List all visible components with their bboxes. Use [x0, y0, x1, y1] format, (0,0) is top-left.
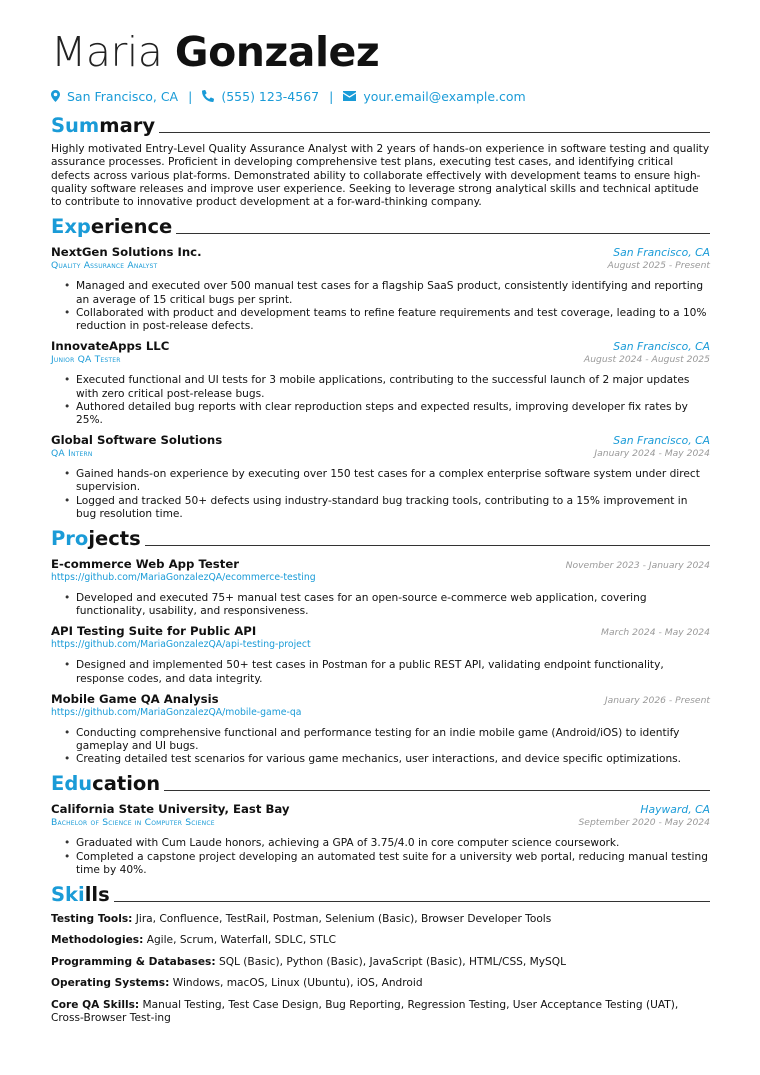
candidate-name	[51, 30, 710, 74]
entry-role: Junior QA Tester	[51, 354, 121, 366]
phone-text: (555) 123-4567	[221, 88, 320, 104]
organization-name: NextGen Solutions Inc.	[51, 245, 202, 260]
entry-date: January 2024 - May 2024	[594, 448, 710, 460]
bullet-item: • Creating detailed test scenarios for various game mechanics, user interactions, and device specific optimizations.	[64, 753, 710, 766]
entry-date: August 2024 - August 2025	[583, 354, 710, 366]
entry-header	[51, 433, 710, 447]
entry-subheader	[51, 354, 710, 365]
bullet-item: • Graduated with Cum Laude honors, achieving a GPA of 3.75/4.0 in core computer science coursework.	[64, 837, 710, 850]
bullet-item: • Authored detailed bug reports with clear reproduction steps and expected results, improving developer fix rates by 25%.	[64, 401, 710, 427]
bullet-item: • Completed a capstone project developing an automated test suite for a university web portal, reducing manual testing time by 40%.	[64, 851, 710, 877]
skill-value: SQL (Basic), Python (Basic), JavaScript (Basic), HTML/CSS, MySQL	[218, 955, 567, 968]
entry-role: Bachelor of Science in Computer Science	[51, 817, 215, 829]
projects-list	[51, 557, 710, 766]
skill-label: Operating Systems:	[51, 977, 170, 990]
education-heading: Education	[51, 772, 710, 796]
entry-header	[51, 245, 710, 259]
skill-value: Windows, macOS, Linux (Ubuntu), iOS, Android	[172, 977, 423, 990]
entry-location: San Francisco, CA	[613, 340, 710, 354]
skill-label: Testing Tools:	[51, 912, 133, 925]
project-entry	[51, 692, 710, 767]
summary-heading: Summary	[51, 114, 710, 138]
experience-list	[51, 245, 710, 520]
skills-heading: Skills	[51, 883, 710, 907]
section-rule	[114, 901, 710, 902]
entry-date: January 2026 - Present	[604, 694, 710, 706]
contact-location	[51, 89, 178, 104]
skill-row	[51, 956, 710, 969]
contact-phone[interactable]	[202, 89, 319, 104]
project-name: API Testing Suite for Public API	[51, 624, 257, 639]
experience-entry	[51, 245, 710, 333]
entry-header	[51, 624, 710, 638]
skill-value: Jira, Confluence, TestRail, Postman, Selenium (Basic), Browser Developer Tools	[135, 912, 552, 925]
entry-subheader	[51, 639, 710, 650]
contact-separator: |	[188, 88, 193, 104]
project-entry	[51, 624, 710, 685]
projects-heading: Projects	[51, 527, 710, 551]
email-text: your.email@example.com	[363, 88, 526, 104]
section-rule	[164, 790, 710, 791]
section-rule	[145, 545, 710, 546]
first-name: Maria	[51, 28, 163, 76]
entry-subheader	[51, 260, 710, 271]
bullet-list	[51, 837, 710, 877]
entry-subheader	[51, 707, 710, 718]
entry-location: Hayward, CA	[640, 803, 710, 817]
project-entry	[51, 557, 710, 618]
project-link[interactable]: https://github.com/MariaGonzalezQA/ecommerce-testing	[51, 571, 316, 583]
entry-location: San Francisco, CA	[613, 246, 710, 260]
section-rule	[159, 132, 710, 133]
bullet-list	[51, 727, 710, 767]
entry-header	[51, 802, 710, 816]
experience-entry	[51, 339, 710, 427]
entry-subheader	[51, 572, 710, 583]
organization-name: Global Software Solutions	[51, 433, 223, 448]
bullet-item: • Managed and executed over 500 manual test cases for a flagship SaaS product, consistently identifying and reporting an average of 15 critical bugs per sprint.	[64, 280, 710, 306]
skill-value: Agile, Scrum, Waterfall, SDLC, STLC	[146, 934, 337, 947]
last-name: Gonzalez	[174, 28, 380, 76]
bullet-item: • Designed and implemented 50+ test cases in Postman for a public REST API, validating endpoint functionality, response codes, and data integrity.	[64, 659, 710, 685]
location-text: San Francisco, CA	[67, 88, 179, 104]
bullet-item: • Executed functional and UI tests for 3 mobile applications, contributing to the successful launch of 2 major updates with zero critical post-release bugs.	[64, 374, 710, 400]
bullet-item: • Collaborated with product and development teams to refine feature requirements and test coverage, leading to a 10% reduction in post-release defects.	[64, 307, 710, 333]
skill-row	[51, 934, 710, 947]
section-rule	[176, 233, 710, 234]
organization-name: InnovateApps LLC	[51, 339, 170, 354]
bullet-item: • Gained hands-on experience by executing over 150 test cases for a complex enterprise software system under direct supervision.	[64, 468, 710, 494]
skill-row	[51, 977, 710, 990]
entry-role: Quality Assurance Analyst	[51, 260, 158, 272]
bullet-item: • Conducting comprehensive functional and performance testing for an indie mobile game (Android/iOS) to identify gameplay and UI bugs.	[64, 727, 710, 753]
skill-label: Programming & Databases:	[51, 955, 216, 968]
bullet-item: • Logged and tracked 50+ defects using industry-standard bug tracking tools, contributing to a 15% improvement in bug resolution time.	[64, 495, 710, 521]
summary-text: Highly motivated Entry-Level Quality Assurance Analyst with 2 years of hands-on experience in software testing and quality assurance processes. Proficient in developing comprehensive test plans, executing test cases, and identifying critical defects across various plat-forms. Demonstrated ability to collaborate effectively with development teams to ensure high-quality software releases and improve user experience. Seeking to leverage strong analytical skills and technical aptitude to contribute to innovative product development at a for-ward-thinking company.	[51, 143, 710, 209]
entry-date: September 2020 - May 2024	[578, 817, 710, 829]
bullet-list	[51, 659, 710, 685]
skills-list	[51, 913, 710, 1025]
bullet-list	[51, 280, 710, 333]
experience-heading: Experience	[51, 215, 710, 239]
entry-date: August 2025 - Present	[607, 260, 710, 272]
skill-value: Manual Testing, Test Case Design, Bug Reporting, Regression Testing, User Acceptance Testing (UAT), Cross-Browser Test-ing	[51, 998, 679, 1024]
map-marker-icon	[51, 90, 60, 102]
bullet-list	[51, 374, 710, 427]
entry-header	[51, 557, 710, 571]
skill-label: Methodologies:	[51, 934, 144, 947]
entry-subheader	[51, 448, 710, 459]
contact-line	[51, 88, 710, 104]
contact-email[interactable]	[343, 89, 525, 104]
organization-name: California State University, East Bay	[51, 802, 290, 817]
entry-header	[51, 339, 710, 353]
skill-label: Core QA Skills:	[51, 998, 140, 1011]
entry-role: QA Intern	[51, 448, 93, 460]
phone-icon	[202, 90, 214, 102]
skill-row	[51, 999, 710, 1025]
contact-separator: |	[329, 88, 334, 104]
bullet-list	[51, 592, 710, 618]
bullet-item: • Developed and executed 75+ manual test cases for an open-source e-commerce web application, covering functionality, usability, and responsiveness.	[64, 592, 710, 618]
project-link[interactable]: https://github.com/MariaGonzalezQA/mobile-game-qa	[51, 706, 302, 718]
education-entry	[51, 802, 710, 877]
project-name: Mobile Game QA Analysis	[51, 691, 219, 706]
bullet-list	[51, 468, 710, 521]
entry-date: November 2023 - January 2024	[565, 559, 710, 571]
project-link[interactable]: https://github.com/MariaGonzalezQA/api-testing-project	[51, 639, 311, 651]
entry-subheader	[51, 817, 710, 828]
entry-date: March 2024 - May 2024	[601, 627, 710, 639]
project-name: E-commerce Web App Tester	[51, 556, 240, 571]
entry-header	[51, 692, 710, 706]
envelope-icon	[343, 91, 356, 101]
entry-location: San Francisco, CA	[613, 434, 710, 448]
skill-row	[51, 913, 710, 926]
experience-entry	[51, 433, 710, 521]
education-list	[51, 802, 710, 877]
